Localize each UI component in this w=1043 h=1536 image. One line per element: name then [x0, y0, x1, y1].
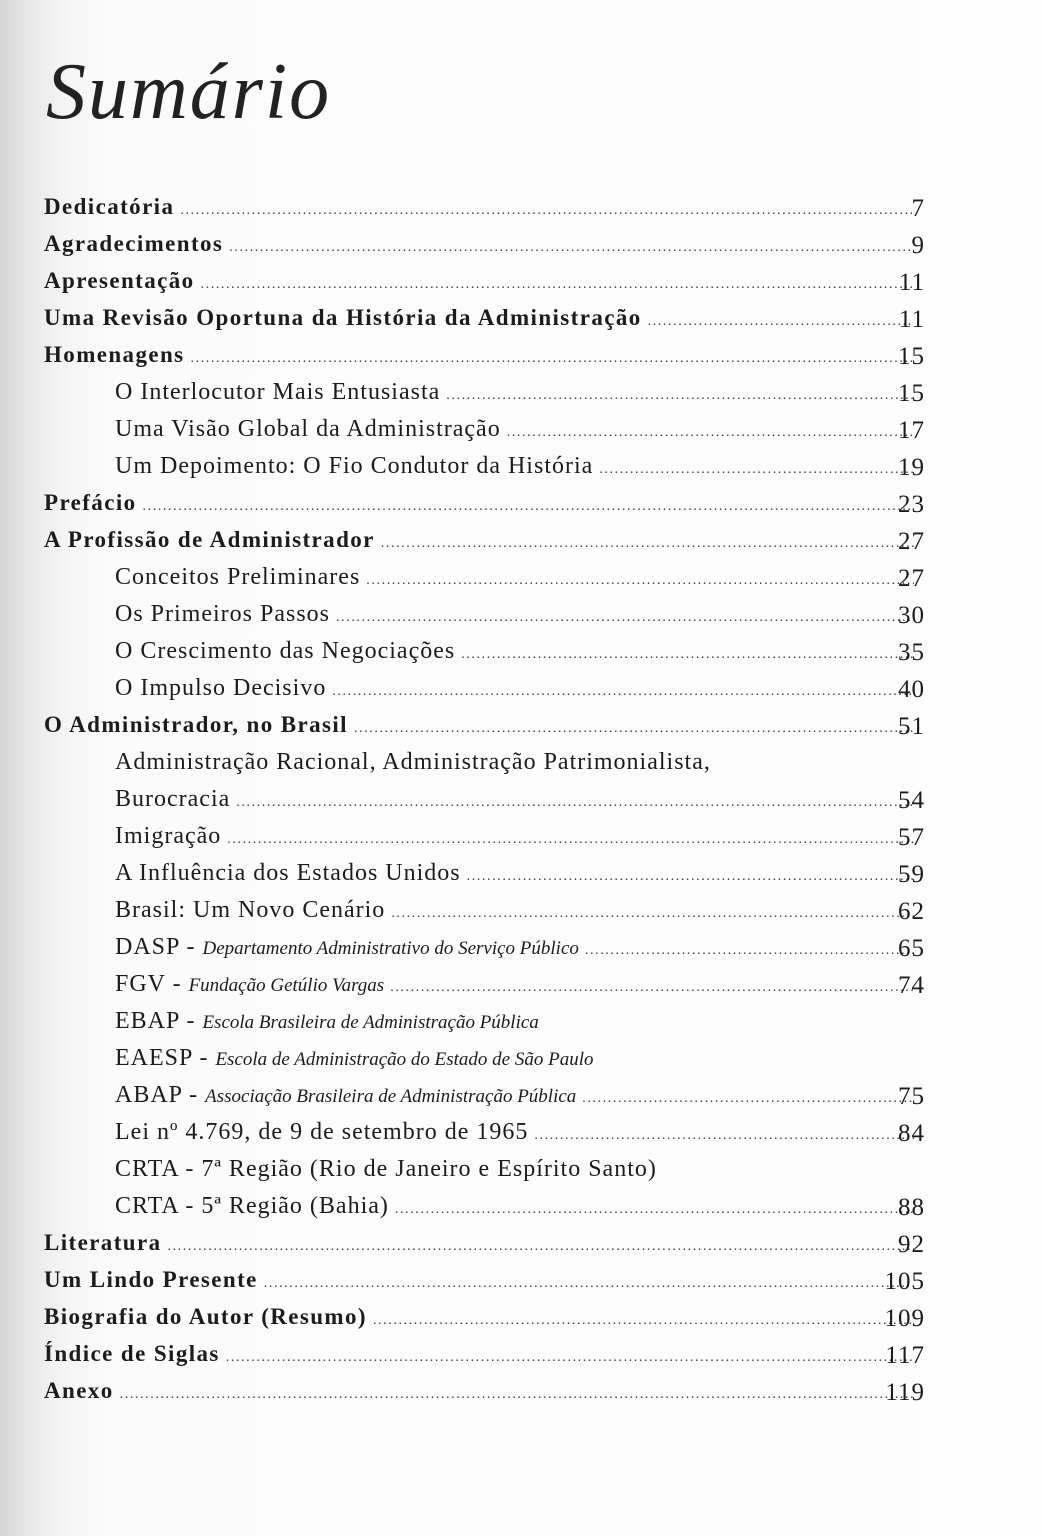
- toc-entry-title: [115, 934, 579, 961]
- toc-entry-label: DASP -: [115, 934, 203, 960]
- toc-entry-label: Literatura: [44, 1230, 162, 1255]
- toc-entry-title: [115, 786, 230, 813]
- dot-leader: [143, 499, 914, 515]
- toc-entry-title: [44, 268, 195, 294]
- toc-chapter-entry: [0, 231, 1043, 268]
- dot-leader: [648, 314, 914, 330]
- toc-entry-title: [115, 823, 221, 850]
- toc-section-entry: [0, 971, 1043, 1008]
- toc-entry-label: EBAP -: [115, 1008, 203, 1034]
- dot-leader: [582, 1091, 914, 1107]
- toc-entry-label: Os Primeiros Passos: [115, 601, 331, 627]
- toc-section-entry: [0, 1045, 1043, 1082]
- toc-entry-title: [44, 1267, 258, 1293]
- toc-section-entry: [0, 786, 1043, 823]
- toc-entry-title: [44, 490, 137, 516]
- toc-entry-title: [115, 564, 360, 591]
- toc-page-number: 11: [898, 306, 925, 333]
- toc-entry-label: CRTA - 5ª Região (Bahia): [115, 1193, 389, 1219]
- toc-entry-title: [115, 971, 384, 998]
- toc-page-number: 88: [898, 1194, 925, 1221]
- dot-leader: [446, 388, 914, 404]
- toc-page-number: 19: [898, 454, 925, 481]
- toc-page-number: 119: [885, 1379, 925, 1406]
- dot-leader: [461, 647, 914, 663]
- dot-leader: [391, 906, 914, 922]
- toc-page-number: 11: [898, 269, 925, 296]
- toc-entry-title: [115, 379, 440, 406]
- toc-entry-label: Homenagens: [44, 342, 185, 367]
- toc-entry-label: Um Lindo Presente: [44, 1267, 258, 1292]
- toc-section-entry: [0, 934, 1043, 971]
- toc-section-entry: [0, 1193, 1043, 1230]
- toc-entry-label: Prefácio: [44, 490, 137, 515]
- page-title: Sumário: [46, 48, 332, 136]
- dot-leader: [534, 1128, 914, 1144]
- toc-section-entry: [0, 601, 1043, 638]
- toc-entry-title: [115, 675, 326, 702]
- toc-chapter-entry: [0, 1230, 1043, 1267]
- toc-chapter-entry: [0, 527, 1043, 564]
- toc-entry-label: Biografia do Autor (Resumo): [44, 1304, 367, 1329]
- dot-leader: [599, 462, 914, 478]
- toc-entry-title: [115, 638, 455, 665]
- dot-leader: [167, 1239, 914, 1255]
- toc-section-entry: [0, 379, 1043, 416]
- dot-leader: [381, 536, 914, 552]
- toc-entry-title: [44, 305, 642, 331]
- toc-entry-label: Burocracia: [115, 786, 231, 812]
- dot-leader: [264, 1276, 914, 1292]
- toc-page-number: 59: [898, 861, 925, 888]
- toc-page-number: 75: [898, 1083, 925, 1110]
- toc-entry-title: [115, 897, 385, 924]
- dot-leader: [585, 943, 914, 959]
- toc-section-entry: [0, 564, 1043, 601]
- toc-entry-subtitle: Departamento Administrativo do Serviço Público: [202, 938, 579, 959]
- toc-page-number: 117: [885, 1342, 925, 1369]
- toc-section-entry: [0, 453, 1043, 490]
- toc-page-number: 74: [898, 972, 925, 999]
- toc-section-entry: [0, 823, 1043, 860]
- toc-chapter-entry: [0, 1378, 1043, 1415]
- toc-entry-label: A Profissão de Administrador: [44, 527, 375, 552]
- toc-entry-label: Dedicatória: [44, 194, 175, 219]
- toc-entry-label: Imigração: [115, 823, 222, 849]
- toc-chapter-entry: [0, 342, 1043, 379]
- toc-page-number: 65: [898, 935, 925, 962]
- toc-page-number: 15: [898, 380, 925, 407]
- table-of-contents: [0, 194, 1043, 1415]
- toc-entry-label: Apresentação: [44, 268, 195, 293]
- toc-entry-label: Agradecimentos: [44, 231, 224, 256]
- toc-entry-title: [115, 749, 711, 776]
- toc-entry-label: Índice de Siglas: [44, 1341, 220, 1366]
- dot-leader: [354, 721, 914, 737]
- toc-entry-label: Anexo: [44, 1378, 114, 1403]
- toc-page-number: 84: [898, 1120, 925, 1147]
- toc-entry-title: [44, 1378, 114, 1404]
- toc-page-number: 109: [884, 1305, 925, 1332]
- toc-entry-label: Um Depoimento: O Fio Condutor da História: [115, 453, 594, 479]
- toc-section-entry: [0, 1119, 1043, 1156]
- toc-page-number: 62: [898, 898, 925, 925]
- toc-entry-label: CRTA - 7ª Região (Rio de Janeiro e Espírito Santo): [115, 1156, 657, 1182]
- toc-entry-subtitle: Escola Brasileira de Administração Pública: [202, 1012, 539, 1033]
- toc-entry-label: O Administrador, no Brasil: [44, 712, 348, 737]
- toc-entry-subtitle: Escola de Administração do Estado de São Paulo: [215, 1049, 594, 1070]
- toc-chapter-entry: [0, 268, 1043, 305]
- toc-section-entry: [0, 675, 1043, 712]
- dot-leader: [236, 795, 914, 811]
- toc-entry-label: ABAP -: [115, 1082, 206, 1108]
- dot-leader: [227, 832, 914, 848]
- dot-leader: [395, 1202, 914, 1218]
- toc-page-number: 105: [884, 1268, 925, 1295]
- toc-entry-title: [44, 712, 348, 738]
- toc-page-number: 35: [898, 639, 925, 666]
- toc-entry-title: [115, 1008, 539, 1035]
- toc-page-number: 40: [898, 676, 925, 703]
- toc-entry-label: O Interlocutor Mais Entusiasta: [115, 379, 441, 405]
- toc-entry-title: [44, 342, 185, 368]
- toc-chapter-entry: [0, 490, 1043, 527]
- toc-entry-label: EAESP -: [115, 1045, 216, 1071]
- toc-chapter-entry: [0, 712, 1043, 749]
- toc-page-number: 7: [911, 195, 925, 222]
- toc-section-entry: [0, 897, 1043, 934]
- toc-entry-title: [115, 860, 461, 887]
- toc-entry-label: Lei nº 4.769, de 9 de setembro de 1965: [115, 1119, 529, 1145]
- toc-entry-subtitle: Fundação Getúlio Vargas: [188, 975, 385, 996]
- toc-section-entry: [0, 1082, 1043, 1119]
- toc-entry-title: [115, 1156, 657, 1183]
- toc-entry-label: FGV -: [115, 971, 189, 997]
- toc-entry-title: [44, 1304, 367, 1330]
- toc-section-entry: [0, 1156, 1043, 1193]
- toc-entry-title: [44, 527, 375, 553]
- dot-leader: [336, 610, 914, 626]
- dot-leader: [507, 425, 914, 441]
- toc-entry-label: Uma Revisão Oportuna da História da Administração: [44, 305, 642, 330]
- toc-section-entry: [0, 416, 1043, 453]
- toc-entry-title: [44, 1230, 161, 1256]
- toc-page-number: 17: [898, 417, 925, 444]
- toc-entry-title: [115, 1193, 389, 1220]
- toc-entry-title: [115, 1045, 594, 1072]
- toc-entry-title: [44, 231, 223, 257]
- toc-entry-subtitle: Associação Brasileira de Administração Pública: [205, 1086, 577, 1107]
- toc-section-entry: [0, 860, 1043, 897]
- toc-page-number: 54: [898, 787, 925, 814]
- dot-leader: [366, 573, 914, 589]
- toc-entry-label: Uma Visão Global da Administração: [115, 416, 501, 442]
- toc-page-number: 23: [898, 491, 925, 518]
- dot-leader: [229, 240, 914, 256]
- toc-chapter-entry: [0, 194, 1043, 231]
- toc-page-number: 51: [898, 713, 925, 740]
- toc-page-number: 57: [898, 824, 925, 851]
- toc-page-number: 27: [898, 565, 925, 592]
- dot-leader: [332, 684, 914, 700]
- toc-entry-title: [115, 1082, 576, 1109]
- toc-entry-title: [44, 1341, 220, 1367]
- toc-entry-title: [115, 1119, 528, 1146]
- toc-section-entry: [0, 749, 1043, 786]
- toc-entry-label: O Impulso Decisivo: [115, 675, 327, 701]
- toc-entry-title: [44, 194, 174, 220]
- toc-entry-label: Brasil: Um Novo Cenário: [115, 897, 386, 923]
- toc-entry-label: O Crescimento das Negociações: [115, 638, 456, 664]
- dot-leader: [467, 869, 914, 885]
- toc-entry-title: [115, 416, 501, 443]
- toc-page-number: 30: [898, 602, 925, 629]
- toc-entry-title: [115, 453, 593, 480]
- dot-leader: [373, 1313, 914, 1329]
- toc-chapter-entry: [0, 1341, 1043, 1378]
- toc-entry-label: Administração Racional, Administração Patrimonialista,: [115, 749, 711, 775]
- toc-entry-label: A Influência dos Estados Unidos: [115, 860, 461, 886]
- toc-page-number: 9: [911, 232, 925, 259]
- toc-chapter-entry: [0, 1304, 1043, 1341]
- dot-leader: [201, 277, 914, 293]
- dot-leader: [226, 1350, 914, 1366]
- toc-page-number: 27: [898, 528, 925, 555]
- toc-page-number: 92: [898, 1231, 925, 1258]
- dot-leader: [180, 203, 914, 219]
- toc-section-entry: [0, 638, 1043, 675]
- toc-section-entry: [0, 1008, 1043, 1045]
- toc-page-number: 15: [898, 343, 925, 370]
- toc-chapter-entry: [0, 305, 1043, 342]
- toc-entry-title: [115, 601, 330, 628]
- dot-leader: [191, 351, 915, 367]
- dot-leader: [390, 980, 914, 996]
- dot-leader: [120, 1387, 914, 1403]
- toc-entry-label: Conceitos Preliminares: [115, 564, 361, 590]
- toc-chapter-entry: [0, 1267, 1043, 1304]
